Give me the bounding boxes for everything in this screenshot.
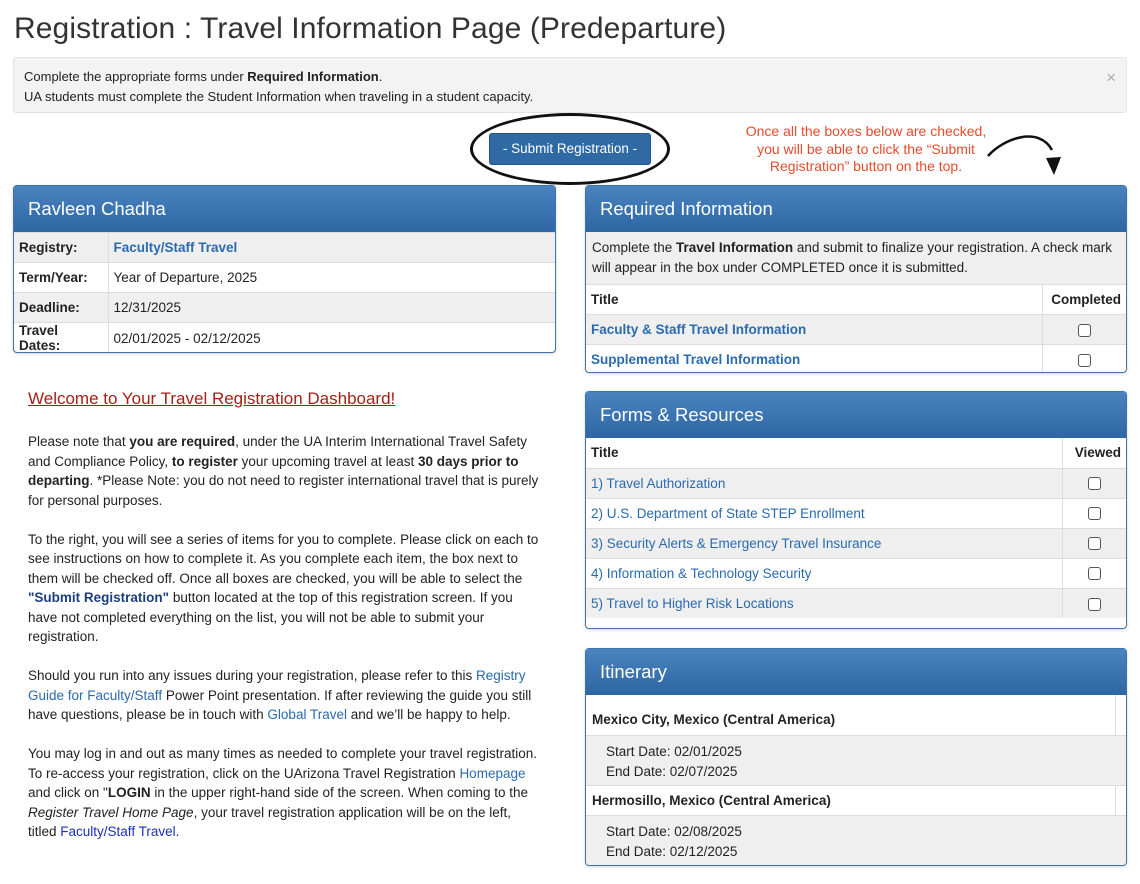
close-icon[interactable]: × [1106, 68, 1116, 87]
start-date: Start Date: 02/01/2025 [606, 744, 742, 759]
welcome-paragraph-3: Should you run into any issues during your registration, please refer to this Registry Guide for Faculty/Staff Power Point presentation. If after reviewing the guide you still have questions, please be in touch with Global Travel and we’ll be happy to help. [28, 668, 532, 722]
table-row [586, 345, 1126, 374]
resource-link[interactable]: 4) Information & Technology Security [591, 565, 812, 581]
annotation-note: Once all the boxes below are checked, you will be able to click the “Submit Registration” button on the top. [745, 123, 987, 174]
itinerary-panel [585, 648, 1127, 866]
required-info-description: Complete the Travel Information and submit to finalize your registration. A check mark will appear in the box under COMPLETED once it is submitted. [586, 232, 1126, 284]
page-title: Registration : Travel Information Page (Predeparture) [14, 12, 727, 45]
column-header-title: Title [591, 445, 619, 461]
profile-label: Deadline: [14, 293, 108, 323]
resource-link[interactable]: 5) Travel to Higher Risk Locations [591, 595, 794, 611]
itinerary-stop-place: Mexico City, Mexico (Central America) [586, 695, 1126, 735]
registry-guide-link[interactable]: Registry Guide for Faculty/Staff [28, 668, 526, 703]
table-row [586, 558, 1126, 588]
profile-value: 12/31/2025 [108, 293, 555, 323]
profile-label: Registry: [14, 233, 108, 263]
welcome-paragraph-2: To the right, you will see a series of items for you to complete. Please click on each to see instructions on how to complete it. As you complete each item, the box next to them will be checked off. Once all boxes are checked, you will be able to select the "Submit Registration" button located at the top of this registration screen. If you have not completed everything on the list, you will not be able to submit your registration. [28, 531, 539, 644]
resource-link[interactable]: 1) Travel Authorization [591, 475, 726, 491]
completed-checkbox[interactable] [1078, 324, 1091, 337]
profile-label: Term/Year: [14, 263, 108, 293]
faculty-staff-travel-link[interactable]: Faculty/Staff Travel [60, 824, 176, 839]
table-row [586, 315, 1126, 345]
viewed-checkbox[interactable] [1088, 507, 1101, 520]
profile-row-dates [14, 323, 555, 354]
homepage-link[interactable]: Homepage [459, 765, 526, 781]
submit-registration-button[interactable]: - Submit Registration - [489, 133, 651, 165]
end-date: End Date: 02/12/2025 [606, 844, 738, 859]
alert-line-2: UA students must complete the Student Information when traveling in a student capacity. [24, 89, 534, 104]
profile-value: 02/01/2025 - 02/12/2025 [108, 323, 555, 354]
completed-checkbox[interactable] [1078, 354, 1091, 367]
resource-link[interactable]: 2) U.S. Department of State STEP Enrollment [591, 505, 865, 521]
itinerary-stop-dates [586, 735, 1126, 785]
profile-value: Year of Departure, 2025 [108, 263, 555, 293]
profile-row-registry [14, 233, 555, 263]
forms-resources-title: Forms & Resources [586, 392, 1126, 438]
required-info-panel [585, 185, 1127, 373]
table-row [586, 468, 1126, 498]
required-info-title: Required Information [586, 186, 1126, 232]
resource-link[interactable]: 3) Security Alerts & Emergency Travel Insurance [591, 535, 882, 551]
profile-label: Travel Dates: [14, 323, 108, 354]
viewed-checkbox[interactable] [1088, 537, 1101, 550]
required-info-table [586, 284, 1126, 373]
profile-table [14, 232, 555, 353]
welcome-heading: Welcome to Your Travel Registration Dashboard! [28, 389, 396, 408]
required-item-link[interactable]: Supplemental Travel Information [591, 352, 801, 368]
start-date: Start Date: 02/08/2025 [606, 824, 742, 839]
profile-row-term [14, 263, 555, 293]
welcome-section [28, 388, 543, 861]
profile-name: Ravleen Chadha [14, 186, 555, 232]
end-date: End Date: 02/07/2025 [606, 764, 738, 779]
forms-resources-table [586, 438, 1126, 618]
itinerary-title: Itinerary [586, 649, 1126, 695]
table-row [586, 498, 1126, 528]
profile-row-deadline [14, 293, 555, 323]
table-row [586, 588, 1126, 618]
itinerary-stop-dates [586, 815, 1126, 865]
global-travel-link[interactable]: Global Travel [267, 707, 347, 722]
table-row [586, 528, 1126, 558]
column-header-completed: Completed [1042, 285, 1126, 315]
viewed-checkbox[interactable] [1088, 477, 1101, 490]
itinerary-stop-place: Hermosillo, Mexico (Central America) [586, 785, 1126, 815]
column-header-viewed: Viewed [1062, 438, 1126, 468]
required-item-link[interactable]: Faculty & Staff Travel Information [591, 322, 807, 337]
profile-panel [13, 185, 556, 353]
registry-link[interactable]: Faculty/Staff Travel [113, 240, 238, 255]
alert-line-1: Complete the appropriate forms under Required Information. [24, 69, 383, 84]
column-header-title: Title [586, 285, 1042, 315]
welcome-paragraph-4: You may log in and out as many times as needed to complete your travel registration. To re-access your registration, click on the UArizona Travel Registration Homepage and click on "LOGIN in the upper right-hand side of the screen. When coming to the Register Travel Home Page, your travel registration application will be on the left, titled Faculty/Staff Travel. [28, 746, 538, 839]
forms-resources-panel [585, 391, 1127, 629]
welcome-paragraph-1: Please note that you are required, under the UA Interim International Travel Safety and Compliance Policy, to register your upcoming travel at least 30 days prior to departing. *Please Note: you do not need to register international travel that is purely for personal purposes. [28, 434, 539, 508]
info-alert [13, 57, 1127, 113]
viewed-checkbox[interactable] [1088, 598, 1101, 611]
viewed-checkbox[interactable] [1088, 567, 1101, 580]
annotation-arrow-icon [984, 128, 1064, 180]
